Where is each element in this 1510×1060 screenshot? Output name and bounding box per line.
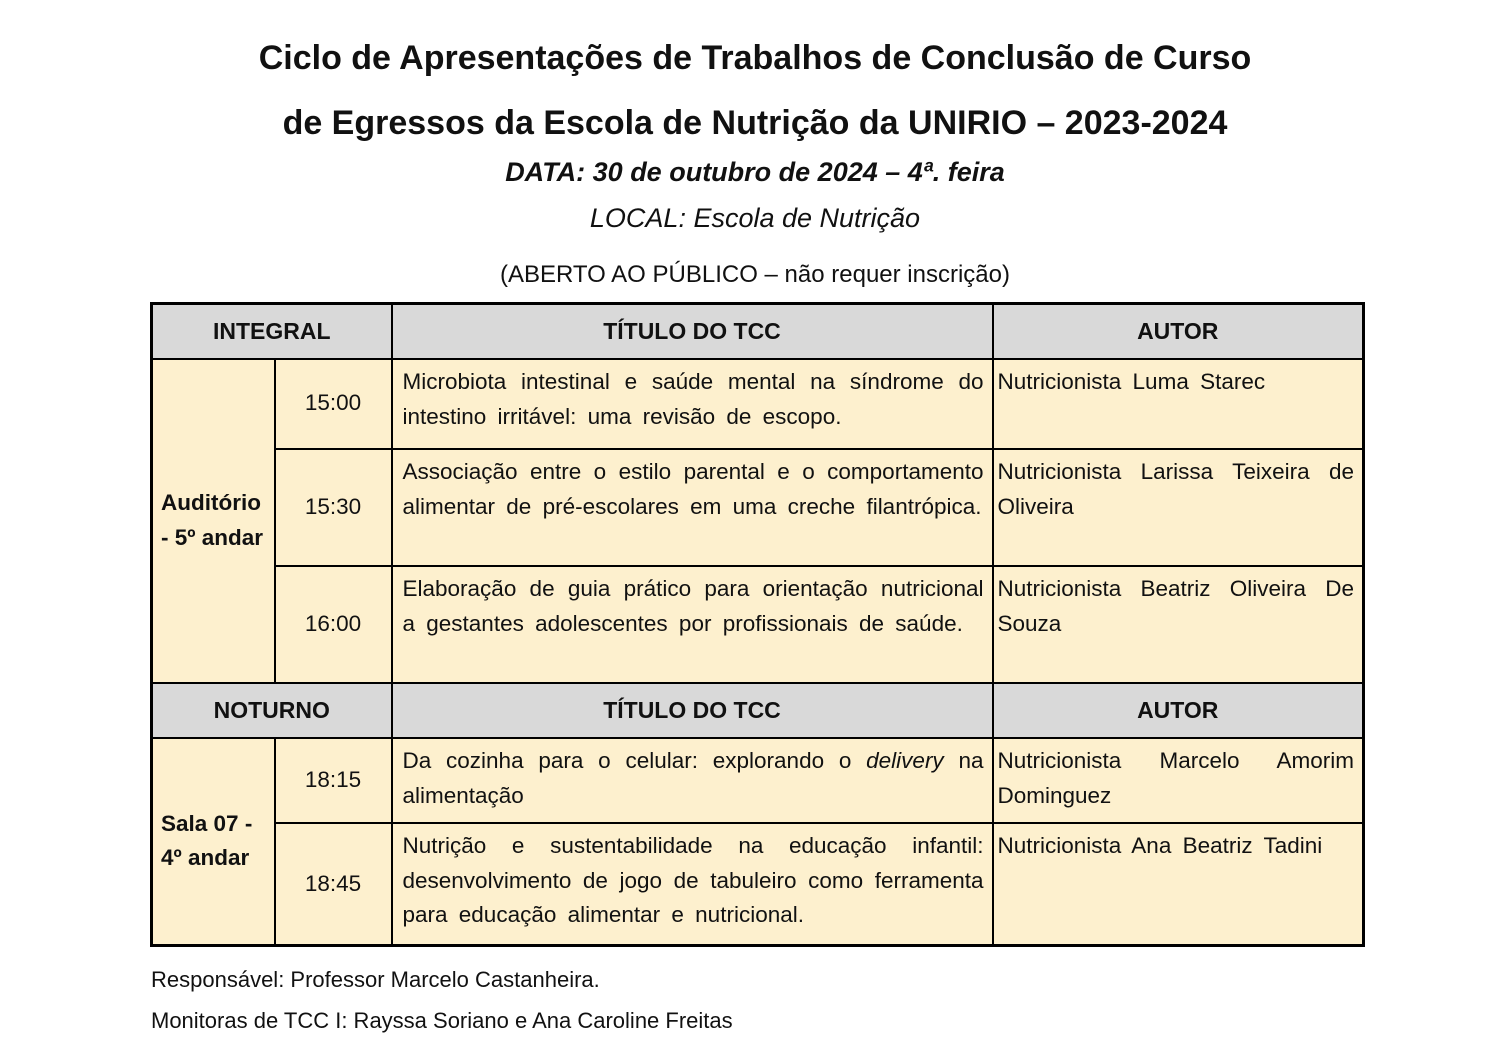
event-date: DATA: 30 de outubro de 2024 – 4ª. feira bbox=[505, 157, 1005, 188]
event-location: LOCAL: Escola de Nutrição bbox=[589, 203, 921, 234]
location-cell-sala07: Sala 07 - 4º andar bbox=[152, 738, 275, 946]
table-row-1815 bbox=[152, 738, 1364, 823]
integral-header-row bbox=[152, 304, 1364, 359]
tcc-title-1815-prefix: Da cozinha para o celular: explorando o bbox=[402, 747, 867, 773]
tcc-title-1530: Associação entre o estilo parental e o comportamento alimentar de pré-escolares em uma creche filantrópica. bbox=[392, 449, 993, 566]
time-cell-1530: 15:30 bbox=[275, 449, 392, 566]
time-cell-1815: 18:15 bbox=[275, 738, 392, 823]
tcc-title-1815 bbox=[392, 738, 993, 823]
column-header-autor-integral: AUTOR bbox=[993, 304, 1364, 359]
location-cell-auditorio: Auditório - 5º andar bbox=[152, 359, 275, 683]
tcc-title-1500: Microbiota intestinal e saúde mental na síndrome do intestino irritável: uma revisão de escopo. bbox=[392, 359, 993, 449]
tcc-title-1815-suffix: na alimentação bbox=[402, 747, 984, 808]
tcc-author-1530: Nutricionista Larissa Teixeira de Oliveira bbox=[993, 449, 1364, 566]
table-row-1500 bbox=[152, 359, 1364, 449]
table-row-1600 bbox=[152, 566, 1364, 683]
document-header bbox=[0, 0, 1510, 289]
column-header-titulo-integral: TÍTULO DO TCC bbox=[392, 304, 993, 359]
document-footer bbox=[151, 967, 1510, 1034]
title-line-2: de Egressos da Escola de Nutrição da UNIRIO – 2023-2024 bbox=[282, 103, 1228, 142]
column-header-titulo-noturno: TÍTULO DO TCC bbox=[392, 683, 993, 738]
monitors-line: Monitoras de TCC I: Rayssa Soriano e Ana Caroline Freitas bbox=[151, 1008, 733, 1034]
page-title bbox=[0, 26, 1510, 155]
tcc-author-1500: Nutricionista Luma Starec bbox=[993, 359, 1364, 449]
tcc-title-1815-italic-word: delivery bbox=[866, 747, 944, 773]
title-line-1: Ciclo de Apresentações de Trabalhos de Conclusão de Curso bbox=[258, 39, 1252, 77]
tcc-author-1845: Nutricionista Ana Beatriz Tadini bbox=[993, 823, 1364, 946]
tcc-author-1600: Nutricionista Beatriz Oliveira De Souza bbox=[993, 566, 1364, 683]
tcc-title-1600: Elaboração de guia prático para orientação nutricional a gestantes adolescentes por profissionais de saúde. bbox=[392, 566, 993, 683]
table-row-1845 bbox=[152, 823, 1364, 946]
time-cell-1845: 18:45 bbox=[275, 823, 392, 946]
responsible-line: Responsável: Professor Marcelo Castanheira. bbox=[151, 967, 600, 993]
tcc-author-1815: Nutricionista Marcelo Amorim Dominguez bbox=[993, 738, 1364, 823]
public-notice: (ABERTO AO PÚBLICO – não requer inscrição) bbox=[500, 261, 1010, 289]
time-cell-1600: 16:00 bbox=[275, 566, 392, 683]
tcc-title-1845: Nutrição e sustentabilidade na educação infantil: desenvolvimento de jogo de tabuleiro como ferramenta para educação alimentar e nutricional. bbox=[392, 823, 993, 946]
time-cell-1500: 15:00 bbox=[275, 359, 392, 449]
session-header-integral: INTEGRAL bbox=[152, 304, 392, 359]
column-header-autor-noturno: AUTOR bbox=[993, 683, 1364, 738]
table-row-1530 bbox=[152, 449, 1364, 566]
session-header-noturno: NOTURNO bbox=[152, 683, 392, 738]
schedule-table bbox=[150, 302, 1365, 947]
noturno-header-row bbox=[152, 683, 1364, 738]
